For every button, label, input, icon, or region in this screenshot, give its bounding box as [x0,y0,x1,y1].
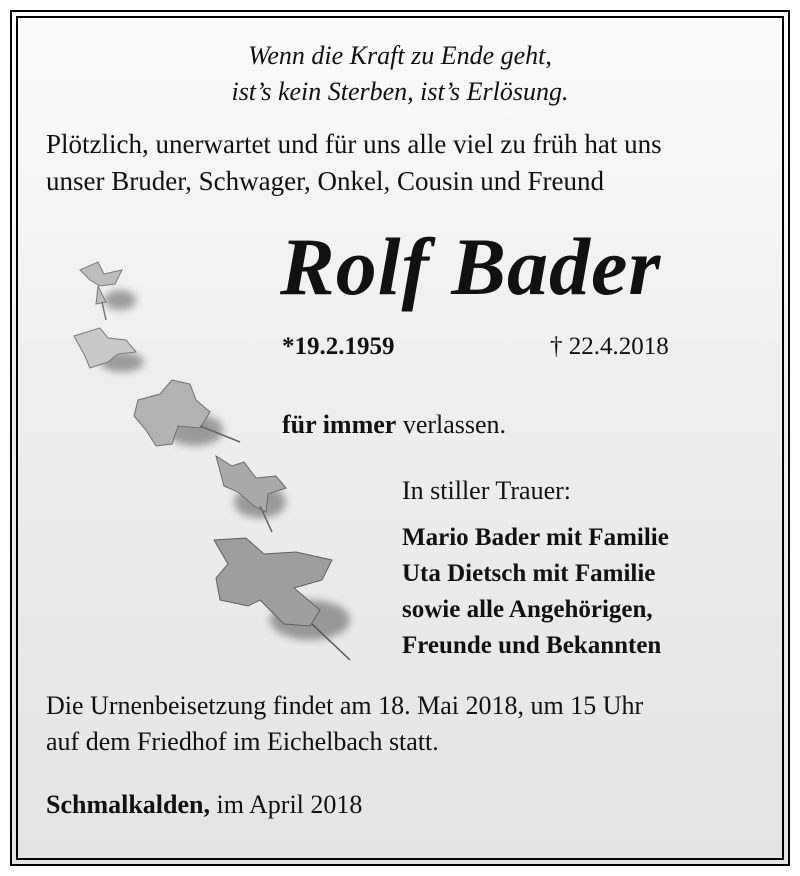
mourning-label: In stiller Trauer: [402,476,571,505]
left-statement [282,410,506,440]
place-date [46,790,362,820]
mourner-line: Mario Bader mit Familie [402,524,669,551]
place-city: Schmalkalden, [46,790,210,819]
motto [0,38,800,110]
death-date: † 22.4.2018 [550,333,669,360]
intro-text [46,126,766,200]
mourner-line: sowie alle Angehörigen, [402,596,653,623]
intro-line-2: unser Bruder, Schwager, Onkel, Cousin und Freund [46,166,604,196]
mourner-line: Freunde und Bekannten [402,632,662,659]
burial-line-2: auf dem Friedhof im Eichelbach statt. [46,727,439,756]
burial-line-1: Die Urnenbeisetzung findet am 18. Mai 2018, um 15 Uhr [46,691,644,720]
deceased-name: Rolf Bader [280,221,662,312]
motto-line-1: Wenn die Kraft zu Ende geht, [248,41,552,70]
intro-line-1: Plötzlich, unerwartet und für uns alle viel zu früh hat uns [46,129,662,159]
mourners-list [402,520,669,664]
leaf-5 [214,538,332,626]
burial-info [46,688,766,760]
left-statement-bold: für immer [282,410,397,439]
birth-date: *19.2.1959 [282,333,395,360]
mourner-line: Uta Dietsch mit Familie [402,560,656,587]
left-statement-rest: verlassen. [396,410,507,439]
place-date-text: im April 2018 [210,790,363,819]
motto-line-2: ist’s kein Sterben, ist’s Erlösung. [231,77,569,106]
